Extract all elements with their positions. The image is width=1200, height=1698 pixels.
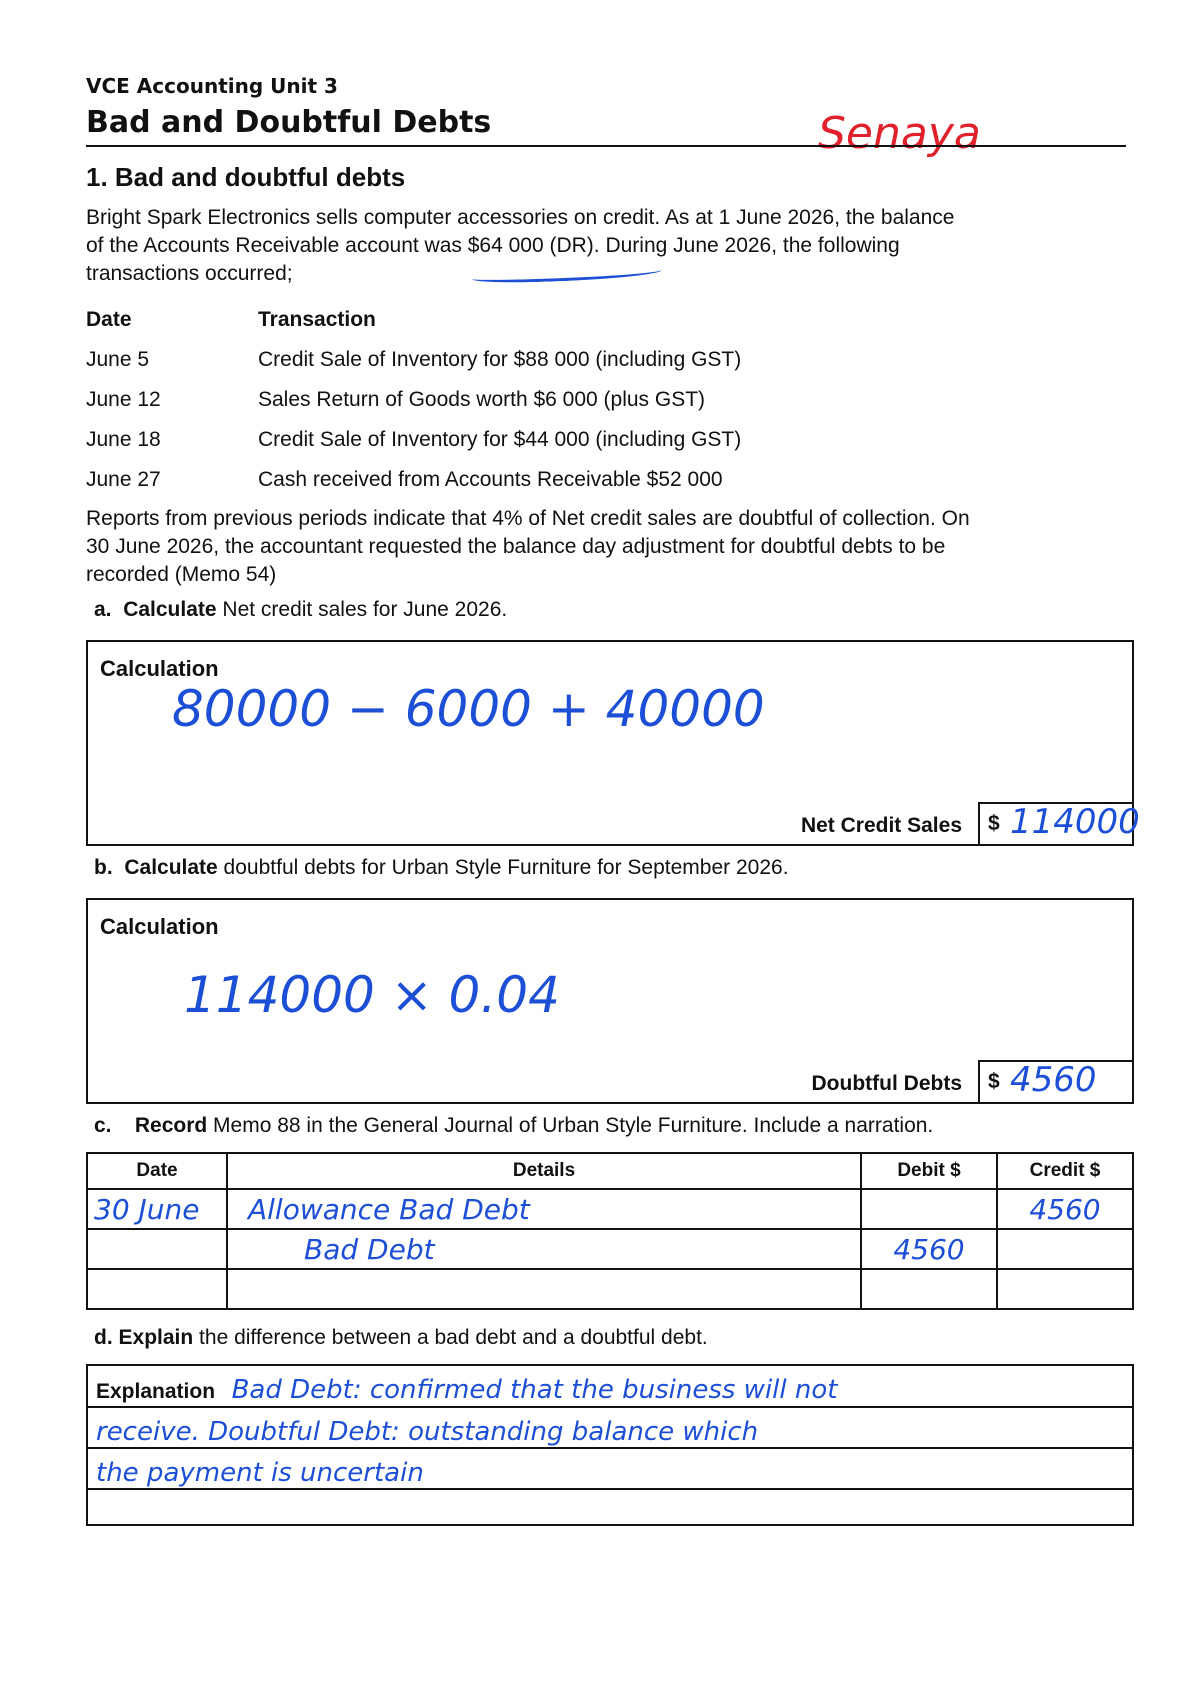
journal-details[interactable]: Bad Debt (227, 1229, 861, 1269)
answer-cell[interactable] (978, 802, 1140, 846)
section-heading: 1. Bad and doubtful debts (86, 162, 406, 192)
intro-line: transactions occurred; (86, 262, 293, 285)
title-divider (86, 145, 1126, 147)
column-header: Date (86, 308, 132, 331)
question-b (94, 856, 789, 880)
question-text: doubtful debts for Urban Style Furniture for September 2026. (217, 856, 789, 879)
explanation-line: the payment is uncertain (96, 1458, 424, 1488)
question-text: Memo 88 in the General Journal of Urban Style Furniture. Include a narration. (207, 1114, 934, 1137)
explanation-line (96, 1370, 1126, 1412)
journal-date[interactable] (87, 1269, 227, 1309)
table-row (86, 380, 986, 420)
question-verb: Explain (118, 1326, 194, 1349)
calculation-label: Calculation (100, 914, 219, 939)
transactions-table (86, 300, 986, 500)
question-c (94, 1114, 933, 1138)
answer-label: Doubtful Debts (811, 1072, 962, 1095)
cell-transaction: Sales Return of Goods worth $6 000 (plus GST) (258, 388, 706, 411)
document-title: Bad and Doubtful Debts (86, 105, 492, 140)
handwritten-working: 114000 × 0.04 (184, 966, 560, 1024)
dollar-sign: $ (988, 1070, 1000, 1093)
journal-row (87, 1269, 1133, 1309)
journal-debit[interactable]: 4560 (861, 1229, 997, 1269)
explanation-box[interactable] (86, 1364, 1134, 1526)
explanation-line: receive. Doubtful Debt: outstanding balance which (96, 1417, 759, 1447)
explanation-text: Bad Debt: confirmed that the business will not (231, 1375, 838, 1405)
journal-credit[interactable] (997, 1269, 1133, 1309)
question-text: Net credit sales for June 2026. (216, 598, 508, 621)
handwritten-explanation (96, 1370, 1126, 1494)
question-text: the difference between a bad debt and a doubtful debt. (193, 1326, 708, 1349)
question-letter: c. (94, 1114, 112, 1137)
journal-debit[interactable] (861, 1269, 997, 1309)
cell-transaction: Credit Sale of Inventory for $88 000 (including GST) (258, 348, 742, 371)
calculation-box-a (86, 640, 1140, 846)
answer-label: Net Credit Sales (800, 814, 962, 837)
journal-date[interactable]: 30 June (87, 1189, 227, 1229)
journal-header-row (87, 1153, 1133, 1189)
table-row (86, 340, 986, 380)
question-letter: b. (94, 856, 113, 879)
column-header-date: Date (87, 1153, 227, 1189)
report-line: Reports from previous periods indicate that 4% of Net credit sales are doubtful of collection. On (86, 507, 970, 530)
question-verb: Calculate (124, 856, 218, 879)
report-paragraph (86, 505, 1126, 589)
table-header-row (86, 300, 986, 340)
cell-date: June 18 (86, 428, 161, 451)
handwritten-answer: 4560 (1010, 1060, 1097, 1100)
column-header-details: Details (227, 1153, 861, 1189)
journal-details[interactable] (227, 1269, 861, 1309)
cell-date: June 27 (86, 468, 161, 491)
table-row (86, 420, 986, 460)
report-line: recorded (Memo 54) (86, 563, 277, 586)
intro-line: of the Accounts Receivable account was $64 000 (DR). During June 2026, the following (86, 234, 900, 257)
journal-row (87, 1229, 1133, 1269)
subject-heading: VCE Accounting Unit 3 (86, 74, 338, 98)
journal-details[interactable]: Allowance Bad Debt (227, 1189, 861, 1229)
table-row (86, 460, 986, 500)
dollar-sign: $ (988, 812, 1000, 835)
question-a (94, 598, 507, 622)
question-d (94, 1326, 708, 1350)
question-verb: Calculate (123, 598, 217, 621)
journal-debit[interactable] (861, 1189, 997, 1229)
column-header-credit: Credit $ (997, 1153, 1133, 1189)
column-header-debit: Debit $ (861, 1153, 997, 1189)
calculation-box-b (86, 898, 1134, 1104)
question-verb: Record (134, 1114, 208, 1137)
journal-credit[interactable]: 4560 (997, 1189, 1133, 1229)
general-journal-table (86, 1152, 1134, 1310)
journal-credit[interactable] (997, 1229, 1133, 1269)
handwritten-working: 80000 − 6000 + 40000 (172, 680, 765, 738)
report-line: 30 June 2026, the accountant requested the balance day adjustment for doubtful debts to be (86, 535, 946, 558)
cell-date: June 12 (86, 388, 161, 411)
intro-line: Bright Spark Electronics sells computer accessories on credit. As at 1 June 2026, the balance (86, 206, 955, 229)
handwritten-answer: 114000 (1010, 802, 1140, 842)
cell-date: June 5 (86, 348, 150, 371)
column-header: Transaction (258, 308, 376, 331)
answer-cell[interactable] (978, 1060, 1132, 1104)
journal-row (87, 1189, 1133, 1229)
cell-transaction: Cash received from Accounts Receivable $52 000 (258, 468, 723, 491)
calculation-label: Calculation (100, 656, 219, 681)
explanation-label: Explanation (96, 1380, 216, 1403)
question-letter: a. (94, 598, 112, 621)
handwritten-signature: Senaya (818, 108, 981, 159)
journal-date[interactable] (87, 1229, 227, 1269)
cell-transaction: Credit Sale of Inventory for $44 000 (including GST) (258, 428, 742, 451)
question-letter: d. (94, 1326, 113, 1349)
